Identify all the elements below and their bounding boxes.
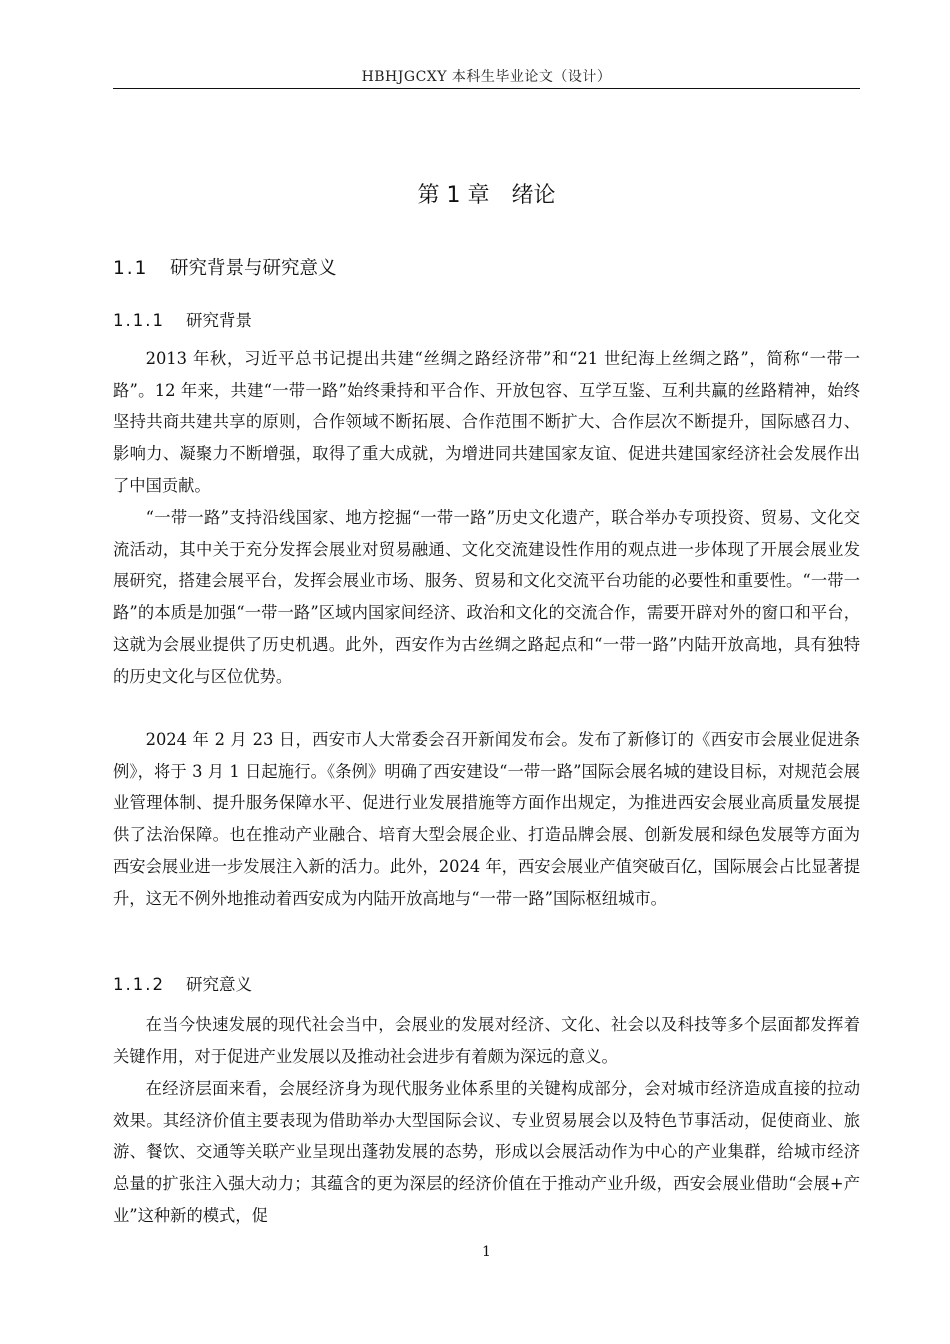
subsection-heading-significance [113, 971, 252, 995]
header-rule [113, 88, 860, 89]
subsection-title: 研究意义 [186, 975, 252, 994]
section-heading [113, 254, 337, 280]
paragraph: 2024 年 2 月 23 日，西安市人大常委会召开新闻发布会。发布了新修订的《西安市会展业促进条例》，将于 3 月 1 日起施行。《条例》明确了西安建设“一带一路”国际会展名城的建设目标，对规范会展业管理体制、提升服务保障水平、促进行业发展措施等方面作出规定，为推进西安会展业高质量发展提供了法治保障。也在推动产业融合、培育大型会展企业、打造品牌会展、创新发展和绿色发展等方面为西安会展业进一步发展注入新的活力。此外，2024 年，西安会展业产值突破百亿，国际展会占比显著提升，这无不例外地推动着西安成为内陆开放高地与“一带一路”国际枢纽城市。 [113, 730, 860, 908]
paragraph: “一带一路”支持沿线国家、地方挖掘“一带一路”历史文化遗产，联合举办专项投资、贸易、文化交流活动，其中关于充分发挥会展业对贸易融通、文化交流建设性作用的观点进一步体现了开展会展业发展研究，搭建会展平台，发挥会展业市场、服务、贸易和文化交流平台功能的必要性和重要性。“一带一路”的本质是加强“一带一路”区域内国家间经济、政治和文化的交流合作，需要开辟对外的窗口和平台，这就为会展业提供了历史机遇。此外，西安作为古丝绸之路起点和“一带一路”内陆开放高地，具有独特的历史文化与区位优势。 [113, 508, 860, 686]
chapter-number: 第 1 章 [417, 183, 490, 208]
paragraph: 2013 年秋，习近平总书记提出共建“丝绸之路经济带”和“21 世纪海上丝绸之路”，简称“一带一路”。12 年来，共建“一带一路”始终秉持和平合作、开放包容、互学互鉴、互利共赢的丝路精神，始终坚持共商共建共享的原则，合作领域不断拓展、合作范围不断扩大、合作层次不断提升，国际感召力、影响力、凝聚力不断增强，取得了重大成就，为增进同共建国家友谊、促进共建国家经济社会发展作出了中国贡献。 [113, 349, 860, 495]
section-title: 研究背景与研究意义 [170, 258, 337, 279]
chapter-name: 绪论 [511, 183, 556, 208]
section-number: 1.1 [113, 258, 149, 279]
running-header: HBHJGCXY 本科生毕业论文（设计） [361, 69, 612, 85]
paragraph: 在经济层面来看，会展经济身为现代服务业体系里的关键构成部分，会对城市经济造成直接的拉动效果。其经济价值主要表现为借助举办大型国际会议、专业贸易展会以及特色节事活动，促使商业、旅游、餐饮、交通等关联产业呈现出蓬勃发展的态势，形成以会展活动作为中心的产业集群，给城市经济总量的扩张注入强大动力；其蕴含的更为深层的经济价值在于推动产业升级，西安会展业借助“会展+产业”这种新的模式，促 [113, 1079, 860, 1225]
subsection-title: 研究背景 [186, 311, 252, 330]
subsection-heading-background [113, 307, 252, 331]
chapter-title [113, 178, 860, 209]
paragraph: 在当今快速发展的现代社会当中，会展业的发展对经济、文化、社会以及科技等多个层面都发挥着关键作用，对于促进产业发展以及推动社会进步有着颇为深远的意义。 [113, 1015, 860, 1066]
subsection-number: 1.1.2 [113, 975, 165, 994]
page-number: 1 [482, 1244, 491, 1260]
subsection-number: 1.1.1 [113, 311, 165, 330]
